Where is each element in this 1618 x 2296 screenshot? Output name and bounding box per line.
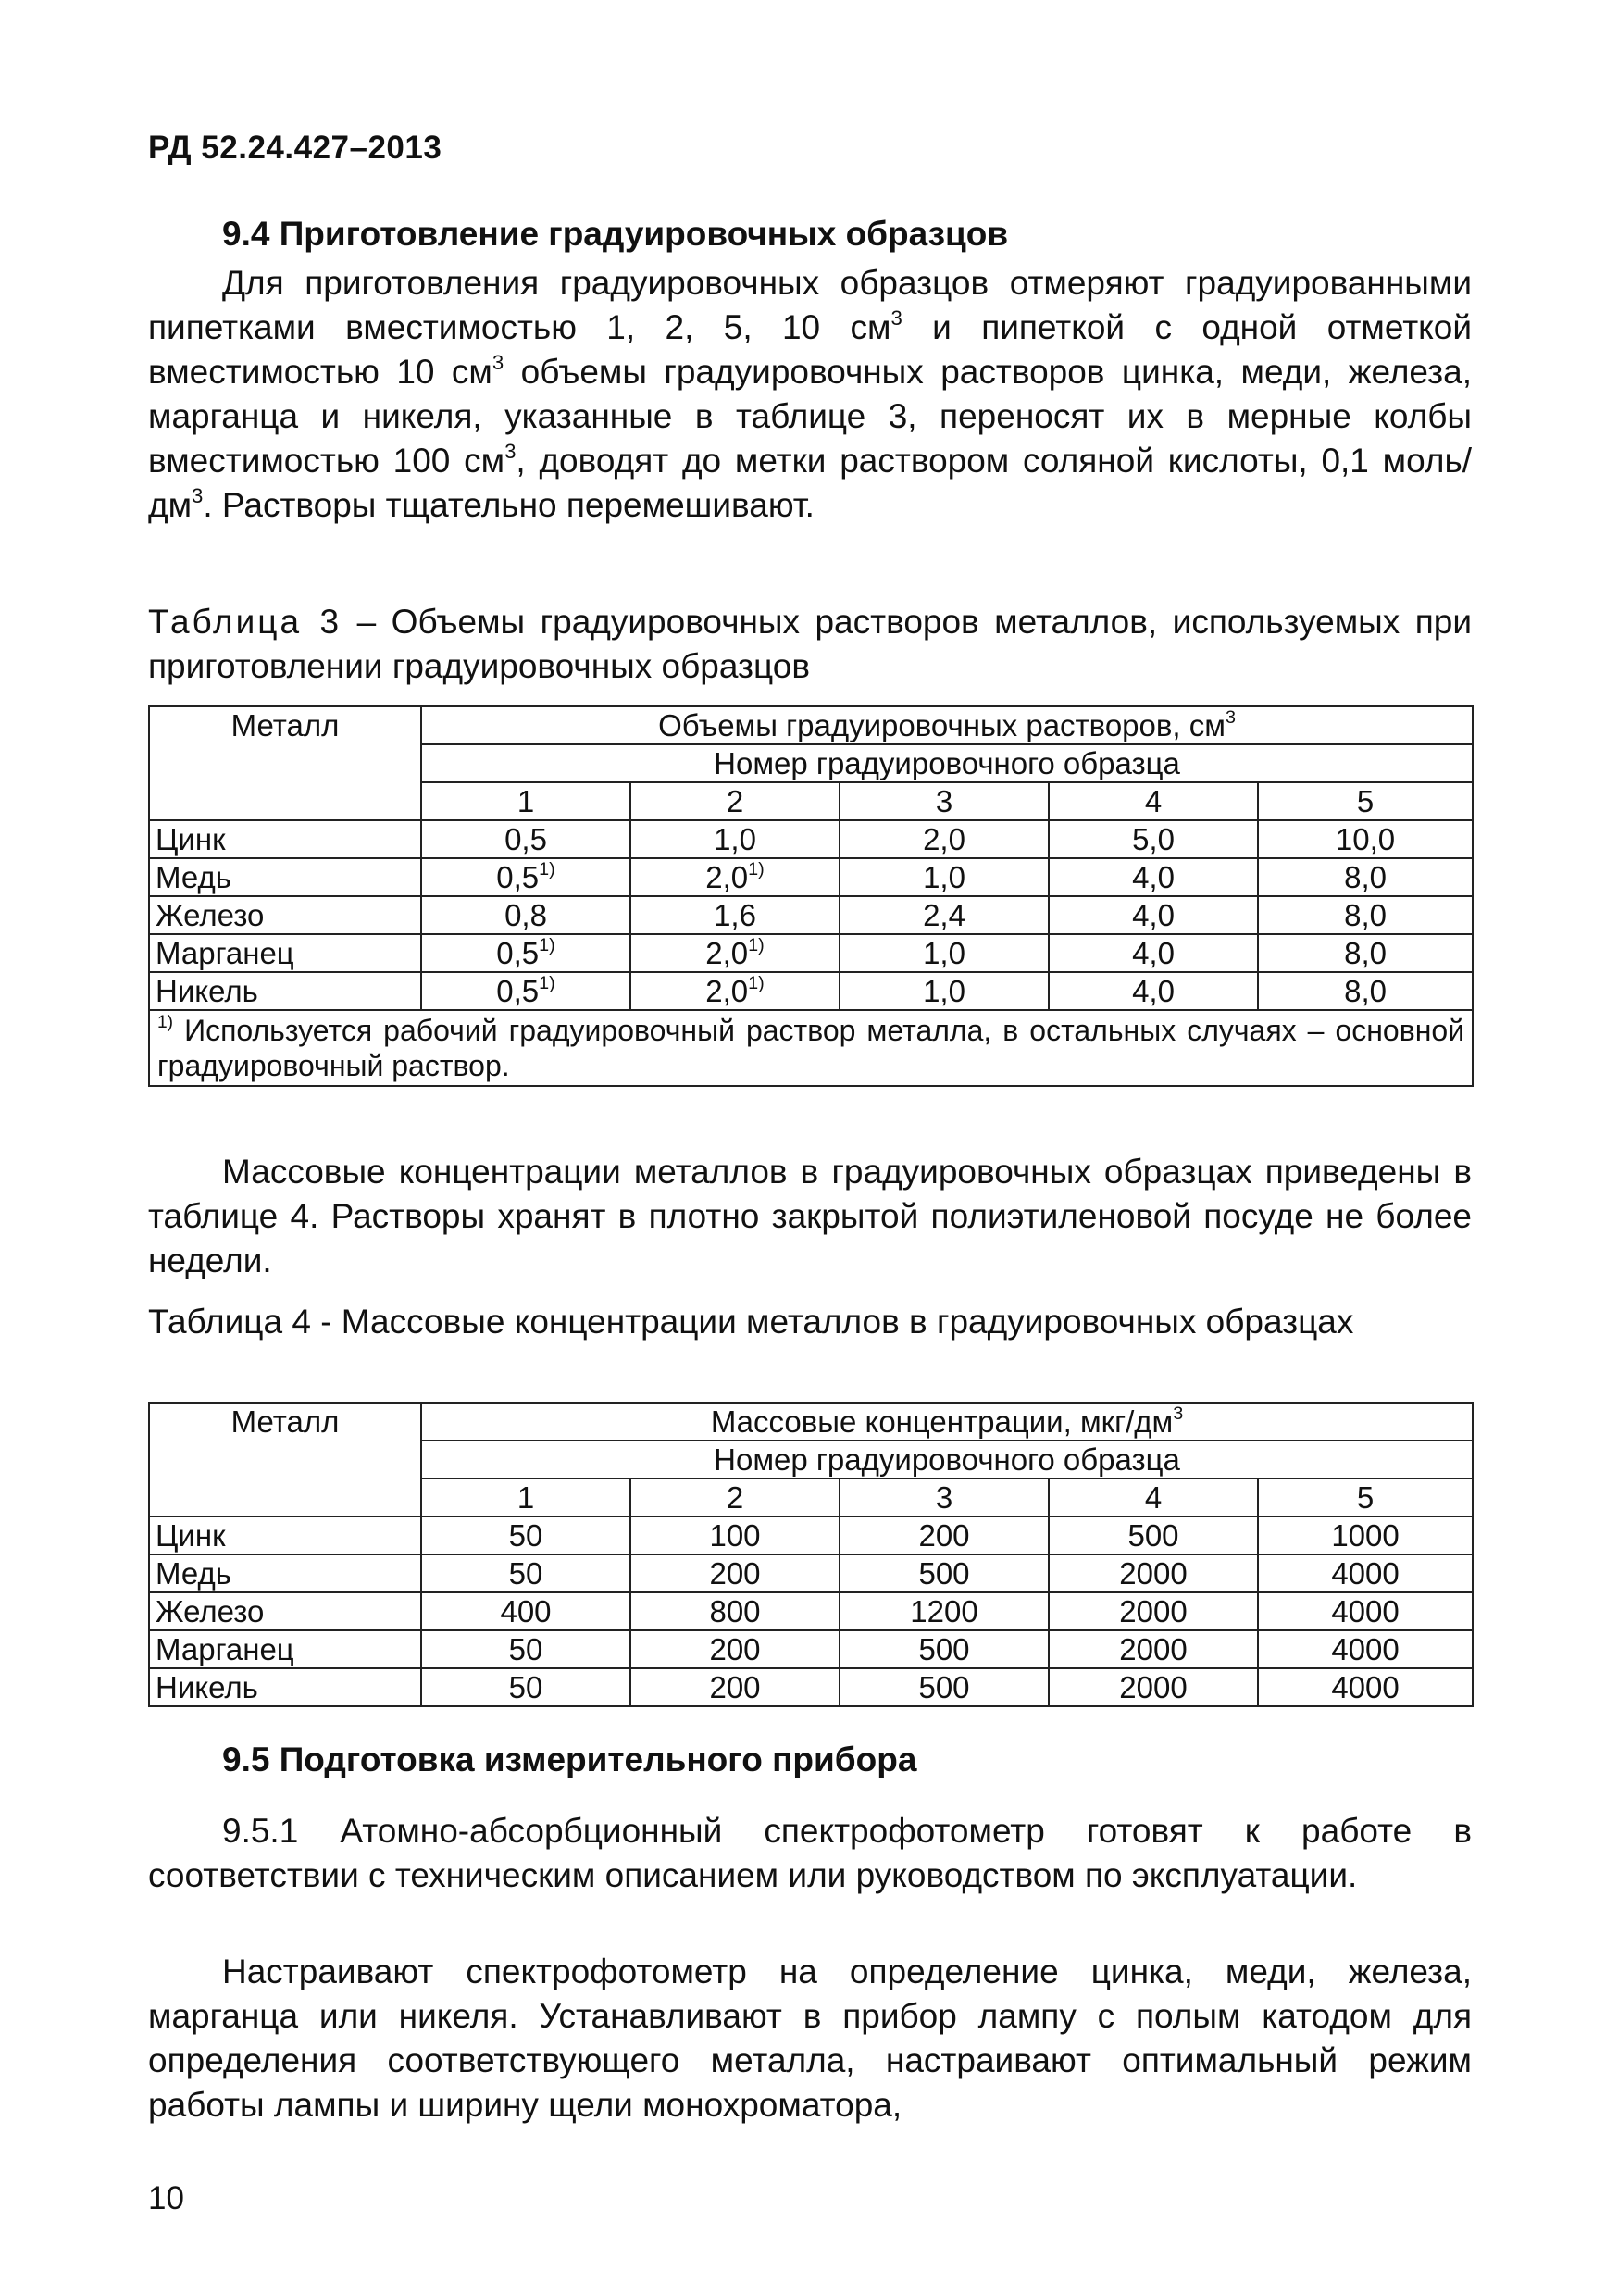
- metal-name: Железо: [149, 1592, 421, 1630]
- metal-name: Медь: [149, 1554, 421, 1592]
- table-cell: 500: [840, 1668, 1049, 1706]
- footnote-ref: 1): [539, 859, 555, 880]
- table-cell: 1,0: [630, 820, 840, 858]
- table-cell: 2000: [1049, 1630, 1258, 1668]
- table-row: [149, 1516, 1473, 1554]
- table-cell: 1,0: [840, 858, 1049, 896]
- table-4: [148, 1402, 1474, 1707]
- metal-name: Медь: [149, 858, 421, 896]
- table-cell: 0,5: [421, 820, 630, 858]
- table-cell: 50: [421, 1630, 630, 1668]
- table-cell: 4,0: [1049, 896, 1258, 934]
- table-cell: 200: [630, 1668, 840, 1706]
- table-row: [149, 820, 1473, 858]
- table-4-group-header: Массовые концентрации, мкг/$дм^3$: [421, 1403, 1473, 1441]
- table-3-label: Таблица 3: [148, 603, 342, 641]
- table-row: [149, 1554, 1473, 1592]
- table-cell: 50: [421, 1516, 630, 1554]
- section-9-4-heading: 9.4 Приготовление градуировочных образцов: [222, 215, 1009, 253]
- table-cell: 0,5$^{1)}$: [421, 858, 630, 896]
- table-4-sample-number: 5: [1258, 1479, 1473, 1516]
- table-cell: 4,0: [1049, 858, 1258, 896]
- metal-name: Цинк: [149, 820, 421, 858]
- footnote-ref: 1): [539, 935, 555, 955]
- metal-name: Цинк: [149, 1516, 421, 1554]
- table-3-sample-number: 3: [840, 782, 1049, 820]
- table-cell: 4000: [1258, 1630, 1473, 1668]
- table-row: [149, 1592, 1473, 1630]
- metal-name: Никель: [149, 972, 421, 1010]
- table-3-sample-number: 2: [630, 782, 840, 820]
- table-cell: 2000: [1049, 1668, 1258, 1706]
- table-4-sample-number: 2: [630, 1479, 840, 1516]
- table-cell: 4000: [1258, 1668, 1473, 1706]
- table-4-subgroup-header: Номер градуировочного образца: [421, 1441, 1473, 1479]
- table-4-caption: Таблица 4 - Массовые концентрации металлов в градуировочных образцах: [148, 1303, 1354, 1341]
- table-cell: 4,0: [1049, 934, 1258, 972]
- table-cell: 0,5$^{1)}$: [421, 972, 630, 1010]
- table-cell: 400: [421, 1592, 630, 1630]
- table-cell: 1,0: [840, 972, 1049, 1010]
- table-cell: 0,8: [421, 896, 630, 934]
- table-row: [149, 1630, 1473, 1668]
- table-3-group-header: Объемы градуировочных растворов, $см^3$: [421, 706, 1473, 744]
- table-cell: 200: [630, 1554, 840, 1592]
- table-cell: 2000: [1049, 1554, 1258, 1592]
- table-cell: 50: [421, 1554, 630, 1592]
- table-cell: 100: [630, 1516, 840, 1554]
- table-cell: 0,5$^{1)}$: [421, 934, 630, 972]
- footnote-ref: 1): [748, 973, 765, 993]
- table-cell: 500: [840, 1630, 1049, 1668]
- table-cell: 800: [630, 1592, 840, 1630]
- table-row: [149, 896, 1473, 934]
- table-4-sample-number: 4: [1049, 1479, 1258, 1516]
- table-3-subgroup-header: Номер градуировочного образца: [421, 744, 1473, 782]
- table-cell: 500: [1049, 1516, 1258, 1554]
- table-cell: 1200: [840, 1592, 1049, 1630]
- table-cell: 4000: [1258, 1554, 1473, 1592]
- table-cell: 1,0: [840, 934, 1049, 972]
- table-cell: 2,4: [840, 896, 1049, 934]
- table-row: [149, 934, 1473, 972]
- table-3-sample-number: 1: [421, 782, 630, 820]
- metal-name: Никель: [149, 1668, 421, 1706]
- footnote-ref: 1): [748, 859, 765, 880]
- table-3-metal-header: Металл: [149, 706, 421, 820]
- table-cell: 10,0: [1258, 820, 1473, 858]
- table-cell: 50: [421, 1668, 630, 1706]
- table-cell: 2000: [1049, 1592, 1258, 1630]
- metal-name: Марганец: [149, 1630, 421, 1668]
- table-3-sample-number: 4: [1049, 782, 1258, 820]
- table-cell: 4000: [1258, 1592, 1473, 1630]
- table-row: [149, 1668, 1473, 1706]
- table-cell: 1,6: [630, 896, 840, 934]
- table-3-caption: Таблица 3 – Объемы градуировочных растворов металлов, используемых при приготовлении градуировочных образцов: [148, 603, 1472, 685]
- concentrations-paragraph: Массовые концентрации металлов в градуировочных образцах приведены в таблице 4. Растворы хранят в плотно закрытой полиэтиленовой посуде не более недели.: [148, 1153, 1472, 1279]
- table-cell: 5,0: [1049, 820, 1258, 858]
- table-row: [149, 858, 1473, 896]
- section-9-5-1-paragraph: 9.5.1 Атомно-абсорбционный спектрофотометр готовят к работе в соответствии с техническим описанием или руководством по эксплуатации.: [148, 1812, 1472, 1894]
- table-cell: 2,0$^{1)}$: [630, 858, 840, 896]
- table-3-footnote: $^{1)}$ Используется рабочий градуировочный раствор металла, в остальных случаях – основной градуировочный раствор.: [149, 1010, 1473, 1086]
- table-cell: 200: [840, 1516, 1049, 1554]
- table-cell: 500: [840, 1554, 1049, 1592]
- table-cell: 8,0: [1258, 934, 1473, 972]
- table-4-sample-number: 1: [421, 1479, 630, 1516]
- section-9-5-heading: 9.5 Подготовка измерительного прибора: [222, 1741, 917, 1778]
- table-cell: 8,0: [1258, 858, 1473, 896]
- section-9-4-paragraph: Для приготовления градуировочных образцов отмеряют градуированными пипетками вместимостью 1, 2, 5, 10 $см^3$ и пипеткой с одной отметкой вместимостью 10 $см^3$ объемы градуировочных растворов цинка, меди, железа, марганца и никеля, указанные в таблице 3, переносят их в мерные колбы вместимостью 100 $см^3$, доводят до метки раствором соляной кислоты, 0,1 моль/$дм^3$. Растворы тщательно перемешивают.: [148, 264, 1473, 524]
- table-cell: 2,0$^{1)}$: [630, 972, 840, 1010]
- table-row: [149, 972, 1473, 1010]
- table-cell: 4,0: [1049, 972, 1258, 1010]
- table-4-metal-header: Металл: [149, 1403, 421, 1516]
- metal-name: Железо: [149, 896, 421, 934]
- metal-name: Марганец: [149, 934, 421, 972]
- table-4-sample-number: 3: [840, 1479, 1049, 1516]
- table-3: [148, 705, 1474, 1087]
- page-number: 10: [148, 2180, 184, 2216]
- table-cell: 2,0: [840, 820, 1049, 858]
- section-9-5-setup-paragraph: Настраивают спектрофотометр на определение цинка, меди, железа, марганца или никеля. Устанавливают в прибор лампу с полым катодом для определения соответствующего металла, настраивают оптимальный режим работы лампы и ширину щели монохроматора,: [148, 1953, 1472, 2124]
- table-cell: 8,0: [1258, 972, 1473, 1010]
- document-code: РД 52.24.427–2013: [148, 130, 442, 166]
- footnote-ref: 1): [539, 973, 555, 993]
- table-cell: 1000: [1258, 1516, 1473, 1554]
- table-3-sample-number: 5: [1258, 782, 1473, 820]
- table-cell: 2,0$^{1)}$: [630, 934, 840, 972]
- footnote-ref: 1): [748, 935, 765, 955]
- table-cell: 8,0: [1258, 896, 1473, 934]
- table-cell: 200: [630, 1630, 840, 1668]
